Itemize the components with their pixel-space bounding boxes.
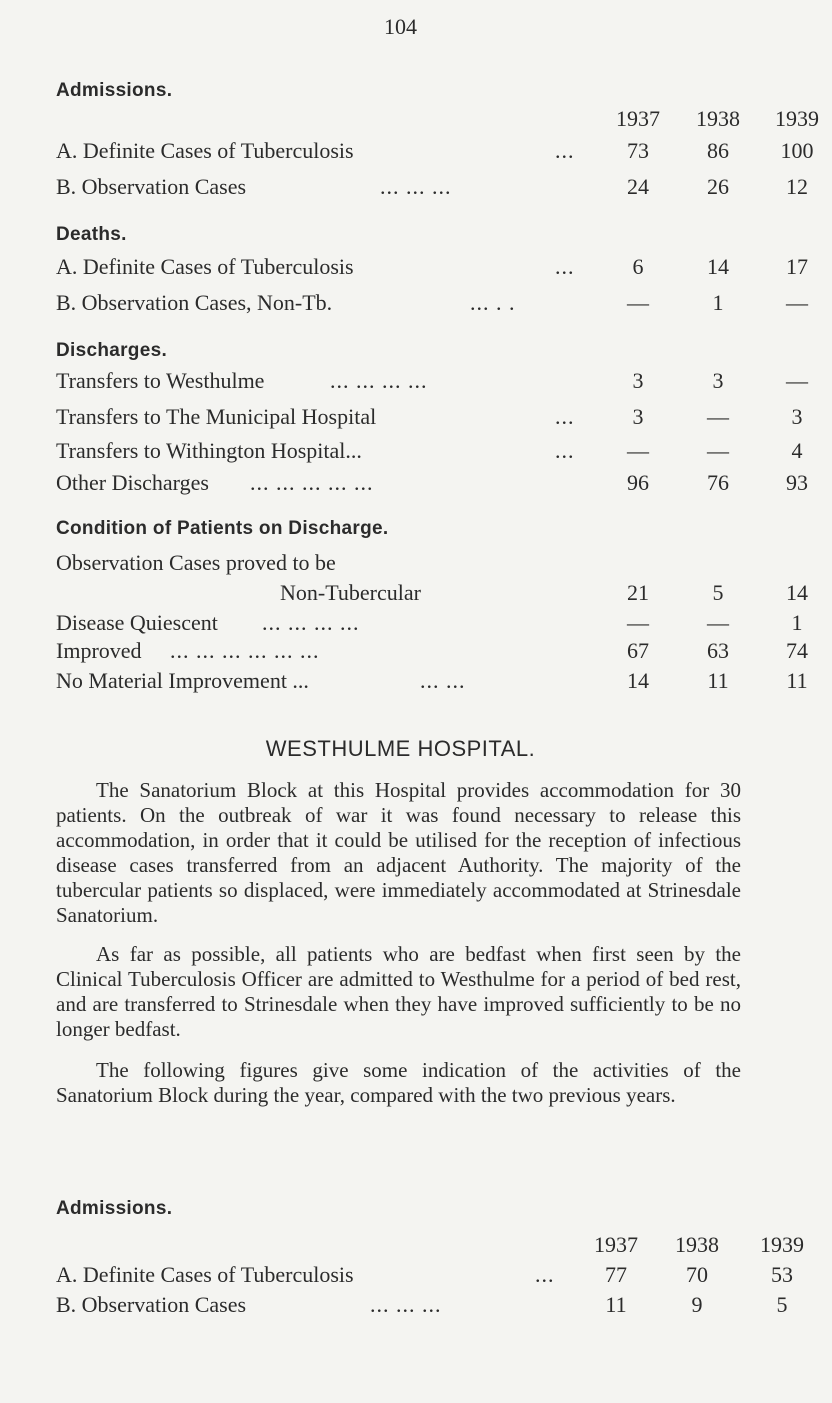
table-row bbox=[0, 254, 808, 284]
year-1938: 1938 bbox=[675, 1232, 719, 1257]
value-1937: 77 bbox=[605, 1262, 627, 1287]
row-label: A. Definite Cases of Tuberculosis bbox=[56, 254, 354, 279]
paragraph-3: The following figures give some indication of the activities of the Sanatorium Block during the year, compared with the two previous years. bbox=[56, 1058, 741, 1107]
value-1938: — bbox=[707, 404, 729, 429]
value-1939: 100 bbox=[780, 138, 814, 163]
year-1938: 1938 bbox=[696, 106, 740, 131]
value-1938: 63 bbox=[707, 638, 729, 663]
value-1939: 3 bbox=[791, 404, 803, 429]
paragraph-1: The Sanatorium Block at this Hospital provides accommodation for 30 patients. On the outbreak of war it was found necessary to release this accommodation, in order that it could be utilised for the reception of infectious disease cases transferred from an adjacent Authority. The majority of the tubercular patients so displaced, were immediately accommodated at Strinesdale Sanatorium. bbox=[56, 778, 741, 927]
value-1937: — bbox=[627, 610, 649, 635]
year-1937: 1937 bbox=[594, 1232, 638, 1257]
leader-dots: ... . . bbox=[470, 290, 516, 315]
condition-heading: Condition of Patients on Discharge. bbox=[56, 518, 389, 539]
leader-dots: ... ... ... bbox=[370, 1292, 442, 1317]
value-1938: 11 bbox=[707, 668, 729, 693]
value-1939: 12 bbox=[786, 174, 808, 199]
leader-dots: ... ... ... ... ... bbox=[250, 470, 374, 495]
value-1937: 73 bbox=[627, 138, 649, 163]
row-label: A. Definite Cases of Tuberculosis bbox=[56, 1262, 354, 1287]
row-label: Observation Cases proved to be bbox=[56, 550, 336, 575]
table-row bbox=[0, 638, 808, 668]
table-row bbox=[0, 174, 808, 204]
leader-dots: ... bbox=[535, 1262, 555, 1287]
value-1938: — bbox=[707, 610, 729, 635]
row-label: Improved bbox=[56, 638, 142, 663]
row-label: A. Definite Cases of Tuberculosis bbox=[56, 138, 354, 163]
value-1938: 9 bbox=[691, 1292, 703, 1317]
value-1938: 26 bbox=[707, 174, 729, 199]
value-1938: — bbox=[707, 438, 729, 463]
discharges-heading: Discharges. bbox=[56, 340, 168, 361]
value-1937: 6 bbox=[632, 254, 644, 279]
value-1937: 96 bbox=[627, 470, 649, 495]
table-row bbox=[0, 470, 808, 500]
table-row bbox=[0, 438, 801, 468]
value-1939: 14 bbox=[786, 580, 808, 605]
value-1938: 76 bbox=[707, 470, 729, 495]
value-1938: 86 bbox=[707, 138, 729, 163]
row-label: Non-Tubercular bbox=[280, 580, 421, 605]
value-1939: 17 bbox=[786, 254, 808, 279]
year-1939: 1939 bbox=[760, 1232, 804, 1257]
row-label: Disease Quiescent bbox=[56, 610, 218, 635]
year-1937: 1937 bbox=[616, 106, 660, 131]
value-1939: 1 bbox=[791, 610, 803, 635]
table-row bbox=[0, 290, 808, 320]
table-row bbox=[0, 1292, 801, 1322]
row-label: B. Observation Cases bbox=[56, 174, 247, 199]
row-label: Transfers to Westhulme bbox=[56, 368, 265, 393]
table-row bbox=[0, 668, 808, 698]
value-1938: 14 bbox=[707, 254, 729, 279]
value-1939: 4 bbox=[791, 438, 803, 463]
row-label: B. Observation Cases bbox=[56, 1292, 247, 1317]
leader-dots: ... bbox=[555, 254, 575, 279]
value-1937: — bbox=[627, 438, 649, 463]
table-row bbox=[0, 368, 808, 398]
leader-dots: ... ... ... ... bbox=[330, 368, 428, 393]
value-1937: 3 bbox=[632, 368, 644, 393]
row-label: No Material Improvement ... bbox=[56, 668, 309, 693]
leader-dots: ... ... ... ... bbox=[262, 610, 360, 635]
value-1937: 11 bbox=[605, 1292, 627, 1317]
admissions-heading-2: Admissions. bbox=[56, 1198, 173, 1219]
value-1939: — bbox=[786, 290, 808, 315]
row-label: Transfers to Withington Hospital... bbox=[56, 438, 362, 463]
section-title: WESTHULME HOSPITAL. bbox=[265, 736, 536, 761]
leader-dots: ... ... bbox=[420, 668, 466, 693]
value-1938: 3 bbox=[712, 368, 724, 393]
deaths-heading: Deaths. bbox=[56, 224, 127, 245]
leader-dots: ... ... ... ... ... ... bbox=[170, 638, 320, 663]
leader-dots: ... bbox=[555, 404, 575, 429]
table-row bbox=[0, 404, 801, 434]
leader-dots: ... bbox=[555, 138, 575, 163]
table-row bbox=[0, 610, 801, 640]
value-1939: 53 bbox=[771, 1262, 793, 1287]
value-1937: 21 bbox=[627, 580, 649, 605]
row-label: B. Observation Cases, Non-Tb. bbox=[56, 290, 333, 315]
row-label: Transfers to The Municipal Hospital bbox=[56, 404, 377, 429]
page-number: 104 bbox=[384, 14, 417, 39]
value-1937: 67 bbox=[627, 638, 649, 663]
value-1939: 5 bbox=[776, 1292, 788, 1317]
value-1938: 70 bbox=[686, 1262, 708, 1287]
table-row bbox=[0, 138, 814, 168]
value-1938: 1 bbox=[712, 290, 724, 315]
paragraph-2: As far as possible, all patients who are bedfast when first seen by the Clinical Tuberculosis Officer are admitted to Westhulme for a period of bed rest, and are transferred to Strinesdale when they have improved sufficiently to be no longer bedfast. bbox=[56, 942, 741, 1041]
table-row bbox=[0, 580, 808, 610]
leader-dots: ... ... ... bbox=[380, 174, 452, 199]
value-1937: 14 bbox=[627, 668, 649, 693]
row-label: Other Discharges bbox=[56, 470, 209, 495]
value-1939: — bbox=[786, 368, 808, 393]
value-1937: — bbox=[627, 290, 649, 315]
value-1939: 11 bbox=[786, 668, 808, 693]
value-1937: 24 bbox=[627, 174, 649, 199]
value-1938: 5 bbox=[712, 580, 724, 605]
value-1939: 93 bbox=[786, 470, 808, 495]
value-1939: 74 bbox=[786, 638, 808, 663]
table-row bbox=[0, 1262, 801, 1292]
value-1937: 3 bbox=[632, 404, 644, 429]
admissions-heading: Admissions. bbox=[56, 80, 173, 101]
leader-dots: ... bbox=[555, 438, 575, 463]
year-1939: 1939 bbox=[775, 106, 819, 131]
condition-first-line bbox=[0, 550, 801, 580]
